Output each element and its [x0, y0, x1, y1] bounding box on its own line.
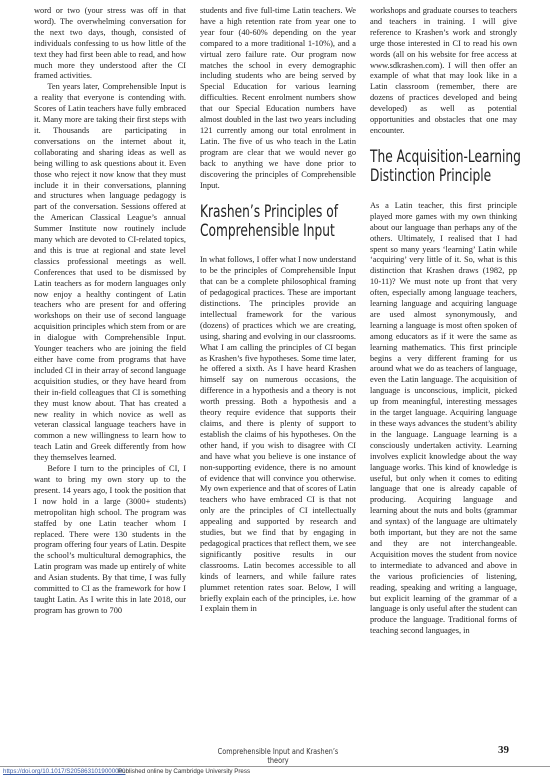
- paragraph: word or two (your stress was off in that word). The overwhelming conversation for the next two days, though, consisted of individuals confessing to us how little of the text they had first been able to read, and how much more they understood after the CI framed activities.: [34, 6, 186, 81]
- paragraph: students and five full-time Latin teachers. We have a high retention rate from year one to year four (40-60% depending on the year compared to a more traditional 1-10%), and a virtual zero failure rate. Our program now matches the school in every demographic including students who are being served by Special Education for various learning difficulties. Recent enrolment numbers show that our Special Education numbers have almost doubled in the last two years including 121 currently among our total enrolment in Latin. The five of us who teach in the Latin program are clear that we would never go back to anything we have done prior to discovering the principles of Comprehensible Input.: [200, 6, 356, 190]
- page-number: 39: [498, 744, 509, 756]
- running-head: Comprehensible Input and Krashen’s theory: [217, 747, 339, 765]
- paragraph: workshops and graduate courses to teachers and teachers in training. I will give reference to Krashen’s work and strongly urge those interested in CI to read his own words (all on his website for free access at www.sdkrashen.com). I will then offer an example of what that may look like in a Latin classroom (remember, there are dozens of practices developed and being developed) as well as potential opportunities and obstacles that one may encounter.: [370, 6, 517, 135]
- section-heading-acquisition-learning: The Acquisition-Learning Distinction Principle: [370, 146, 521, 185]
- published-note: Published online by Cambridge University Press: [118, 768, 251, 775]
- paragraph: As a Latin teacher, this first principle played more games with my own thinking about our language than perhaps any of the others. Ultimately, I realised that I had spent so many years ‘learning’ Latin while ‘acquiring’ very little of it. So, what is this distinction that Krashen draws (1982, pp 10-11)? We must note up front that very often, especially among language teachers, learning language and acquiring language are used almost synonymously, and learning a language is most often spoken of among educators as if it were the same as learning mathematics. This first principle begins a very different framing for us around what we do as teachers of language, even the Latin language. The acquisition of language is unconscious, implicit, picked up from meaningful, interesting messages in the target language. Acquiring language in these ways advances the student’s ability in the language. Language learning is a consciously undertaken activity. Learning involves explicit knowledge about the way language works. This kind of knowledge is useful, but only when it comes to editing language that one is already capable of producing. Acquiring language and learning about the nuts and bolts (grammar and syntax) of the language are ultimately both important, but they are not the same and they are not interchangeable. Acquisition moves the student from novice to intermediate to advanced and above in the various proficiencies of listening, reading, speaking and writing a language, but explicit learning of the grammar of a language is only useful after the student can produce the language. Traditional forms of teaching second languages, in: [370, 200, 517, 636]
- paragraph: Ten years later, Comprehensible Input is a reality that everyone is contending with. Scores of Latin teachers have fully embraced it. Many more are taking their first steps with it. Thousands are participating in conversations on the internet about it, collaborating and sharing ideas as well as being willing to ask questions about it. Even those who reject it now know that they must include it in their conversations, planning and structures when language pedagogy is part of the conversation. Sessions offered at the American Classical League’s annual Summer Institute now routinely include many which are devoted to CI-related topics, and this is true at regional and state level classics professional meetings as well. Conferences that used to be dismissed by Latin teachers as for modern languages only now enjoy a healthy contingent of Latin teachers who are present for and offering workshops on their use of second language acquisition principles which stem from or are in dialogue with Comprehensible Input. Younger teachers who are joining the field either have come from programs that have included CI in their array of second language acquisition studies, or they have heard from their in-field colleagues that CI is something they must know about. That has created a new reality in which novice as well as veteran classical language teachers have in common a new willingness to learn how to teach Latin and Greek differently from how they themselves learned.: [34, 82, 186, 463]
- article-column-1: [34, 6, 186, 617]
- article-column-2: [200, 6, 356, 615]
- paragraph: In what follows, I offer what I now understand to be the principles of Comprehensible Input that can be a complete philosophical framing of pedagogical practices. These are important distinctions. The principles provide an intellectual framework for the various (dozens) of practices which we are creating, using, sharing and evolving in our classrooms. What I am calling the principles of CI began as Krashen’s five hypotheses. Some time later, he offered a sixth. As I have heard Krashen himself say on numerous occasions, the difference in a hypothesis and a theory is not worth pressing. Both a hypothesis and a theory require evidence that supports their claims, and there is plenty of support to establish the claims of his hypotheses. On the other hand, if you wish to disagree with CI and have what you believe is one instance of non-supporting evidence, there is no amount of evidence that will convince you otherwise. My own experience and that of scores of Latin teachers who have embraced CI is that not only are the principles of CI intellectually appealing and supported by research and studies, but we find that by engaging in pedagogical practices that reflect them, we see significantly positive results in our classrooms. Latin becomes accessible to all kinds of learners, and while failure rates plummet retention rates soar. Below, I will briefly explain each of the principles, i.e. how I explain them in: [200, 255, 356, 614]
- article-column-3: [370, 6, 521, 637]
- footer-divider: [0, 766, 550, 767]
- doi-link[interactable]: https://doi.org/10.1017/S2058631019000060: [3, 768, 126, 775]
- section-heading-krashens-principles: Krashen’s Principles of Comprehensible Input: [200, 202, 339, 241]
- paragraph: Before I turn to the principles of CI, I want to bring my own story up to the present. 14 years ago, I took the position that I now hold in a large (3000+ students) metropolitan high school. The program was staffed by one Latin teacher whom I replaced. There were 130 students in the program offering four years of Latin. Despite the school’s multicultural demographics, the Latin program was made up entirely of white and Asian students. By that time, I was fully committed to CI as the framework for how I taught Latin. As I write this in late 2018, our program has grown to 700: [34, 464, 186, 615]
